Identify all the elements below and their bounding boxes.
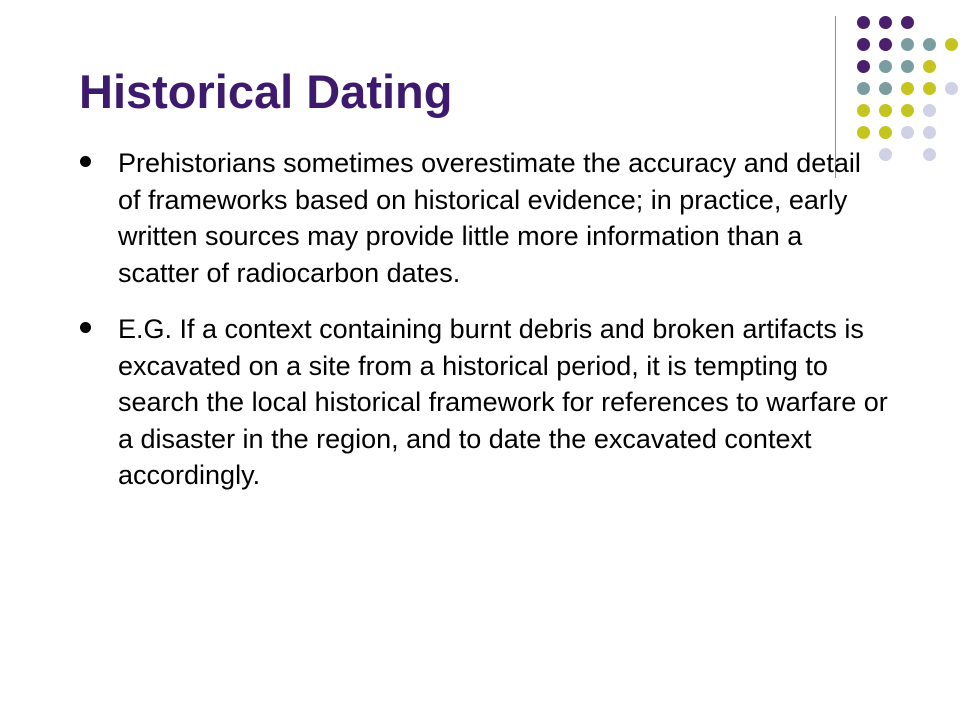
decor-dot [857,126,870,139]
decor-dot [901,38,914,51]
decor-dot [923,148,936,161]
bullet-list [80,145,890,514]
decor-dot [901,126,914,139]
decor-dot [923,126,936,139]
decor-dot [923,60,936,73]
bullet-item [80,145,890,291]
decor-dot [857,60,870,73]
decor-dot [857,16,870,29]
decor-dot [945,38,958,51]
decor-dot [901,104,914,117]
decor-dot [857,38,870,51]
bullet-dot-icon [80,156,91,167]
bullet-text: Prehistorians sometimes overestimate the accuracy and detail of frameworks based on historical evidence; in practice, early written sources may provide little more information than a scatter of radiocarbon dates. [118,148,861,288]
dot-grid-decoration [845,8,945,158]
decor-dot [857,82,870,95]
decor-dot [879,38,892,51]
bullet-item [80,311,890,494]
decor-dot [923,38,936,51]
bullet-text: E.G. If a context containing burnt debris and broken artifacts is excavated on a site from a historical period, it is tempting to search the local historical framework for references to warfare or a disaster in the region, and to date the excavated context accordingly. [118,314,888,490]
decor-dot [879,104,892,117]
decor-dot [945,82,958,95]
decor-dot [879,60,892,73]
decor-dot [923,82,936,95]
decor-dot [923,104,936,117]
decor-dot [901,16,914,29]
decor-dot [857,104,870,117]
bullet-dot-icon [80,322,91,333]
decor-dot [901,60,914,73]
decor-dot [901,82,914,95]
decor-dot [879,82,892,95]
decor-dot [879,126,892,139]
decor-dot [879,16,892,29]
slide-title: Historical Dating [79,65,453,118]
